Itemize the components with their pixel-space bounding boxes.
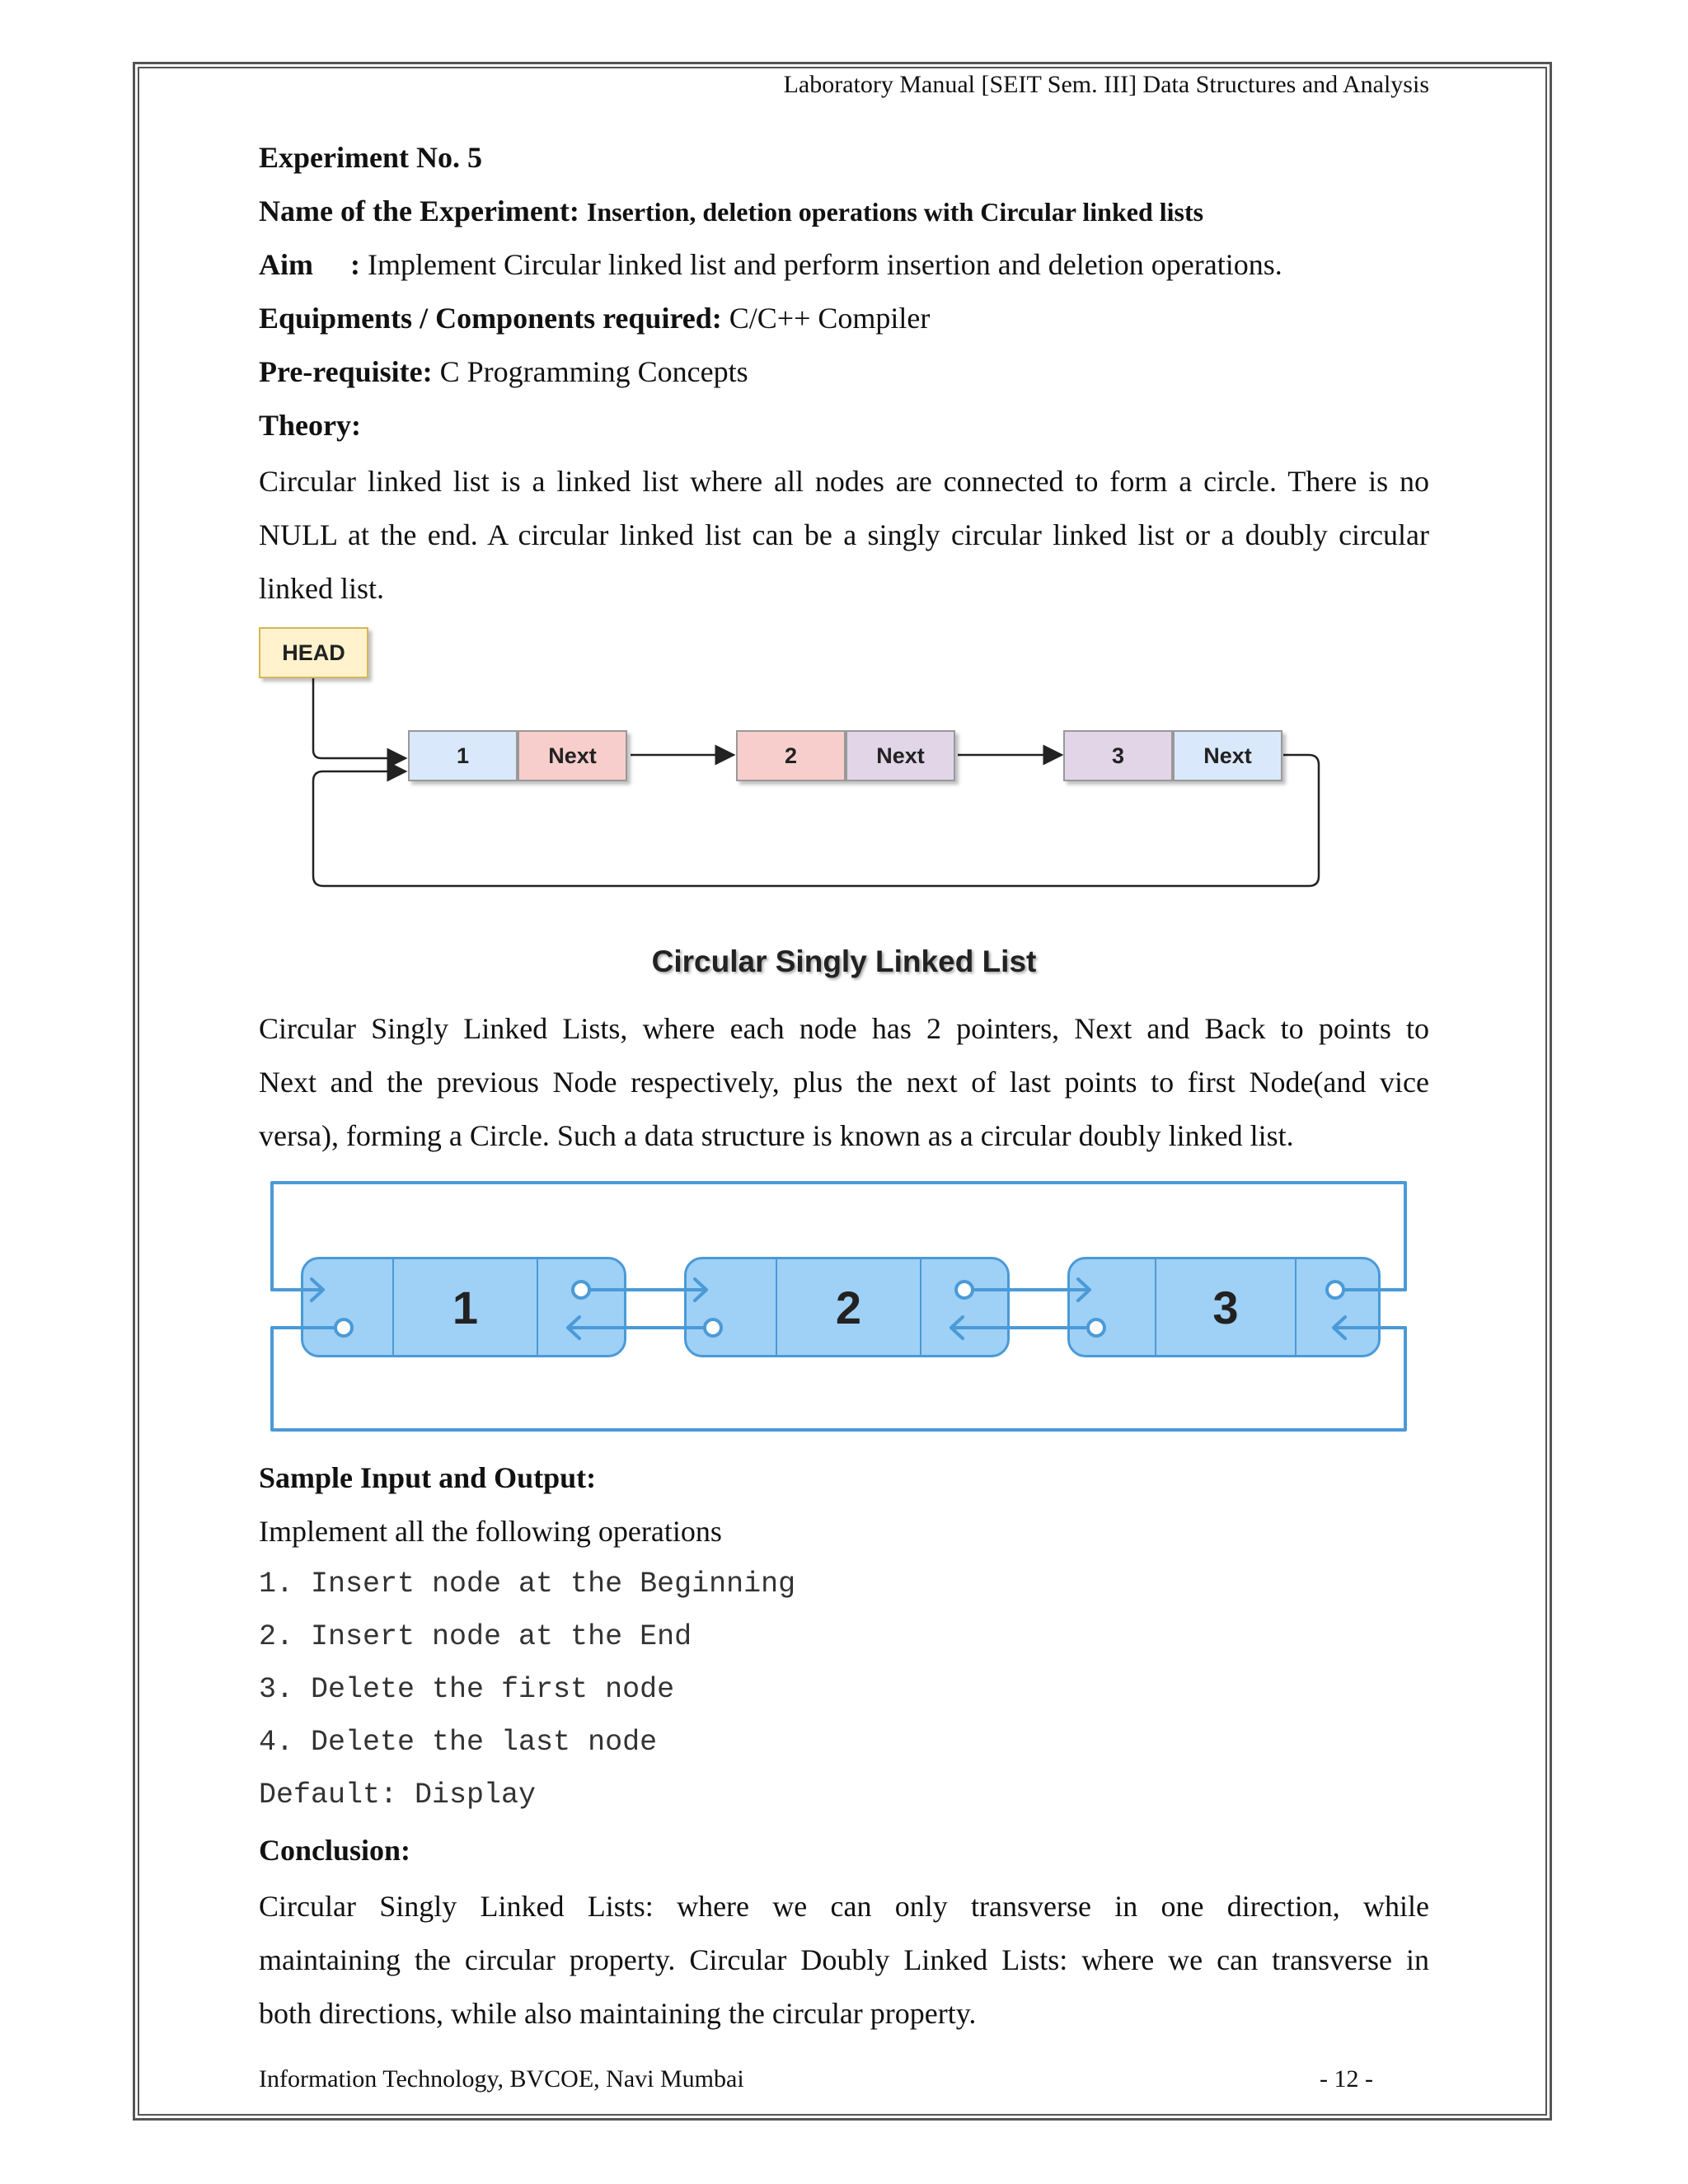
node-value-cell: 3 <box>1063 730 1173 781</box>
sample-heading: Sample Input and Output: <box>259 1461 597 1494</box>
node-next-cell: Next <box>518 730 627 781</box>
text-line: Next and the previous Node respectively, plus the next of last points to first Node(and vice <box>259 1066 1429 1099</box>
conclusion-paragraph <box>259 1880 1429 2041</box>
node-value-cell: 1 <box>408 730 518 781</box>
prerequisite-line <box>259 354 748 389</box>
node-value-cell: 2 <box>736 730 846 781</box>
theory-paragraph-2 <box>259 1002 1429 1163</box>
text-line: Circular Singly Linked Lists, where each node has 2 pointers, Next and Back to points to <box>259 1012 1429 1045</box>
equipment-value: C/C++ Compiler <box>729 302 931 335</box>
aim-label: Aim <box>259 248 313 281</box>
list-node-2 <box>736 730 955 781</box>
experiment-name-line <box>259 194 1203 228</box>
operation-item: 4. Delete the last node <box>259 1726 658 1759</box>
sample-intro: Implement all the following operations <box>259 1515 722 1548</box>
experiment-number: Experiment No. 5 <box>259 141 482 174</box>
equipment-label: Equipments / Components required: <box>259 302 722 335</box>
equipment-line <box>259 301 930 335</box>
experiment-name-value: Insertion, deletion operations with Circular linked lists <box>586 197 1204 227</box>
footer-institution: Information Technology, BVCOE, Navi Mumbai <box>259 2065 744 2093</box>
text-line: Circular linked list is a linked list where all nodes are connected to form a circle. There is no <box>259 465 1429 498</box>
prerequisite-value: C Programming Concepts <box>439 355 748 388</box>
text-line: NULL at the end. A circular linked list can be a singly circular linked list or a doubly circular <box>259 518 1429 551</box>
text-line: both directions, while also maintaining the circular property. <box>259 1997 977 2030</box>
aim-line <box>259 247 1282 282</box>
node-next-cell: Next <box>846 730 955 781</box>
circular-singly-linked-list-diagram <box>247 618 1335 898</box>
operation-item: 2. Insert node at the End <box>259 1620 692 1653</box>
list-node-3 <box>1063 730 1282 781</box>
node-next-cell: Next <box>1173 730 1282 781</box>
text-line: linked list. <box>259 572 384 605</box>
node-value-cell: 1 <box>394 1259 538 1355</box>
aim-value: Implement Circular linked list and perform insertion and deletion operations. <box>368 248 1282 281</box>
aim-separator: : <box>350 248 360 281</box>
text-line: Circular Singly Linked Lists: where we can only transverse in one direction, while <box>259 1890 1429 1923</box>
list-node-1 <box>408 730 627 781</box>
prerequisite-label: Pre-requisite: <box>259 355 433 388</box>
page-number: - 12 - <box>1320 2065 1373 2093</box>
experiment-name-label: Name of the Experiment: <box>259 194 579 227</box>
node-value-cell: 3 <box>1156 1259 1296 1355</box>
theory-heading: Theory: <box>259 409 361 442</box>
theory-paragraph-1 <box>259 455 1429 616</box>
operation-item: 3. Delete the first node <box>259 1673 675 1706</box>
head-pointer-box: HEAD <box>259 627 368 678</box>
node-value-cell: 2 <box>777 1259 921 1355</box>
singly-diagram-caption: Circular Singly Linked List <box>651 944 1037 978</box>
circular-doubly-linked-list-diagram <box>264 1174 1418 1438</box>
doubly-connectors-overlay <box>264 1174 1418 1438</box>
running-head: Laboratory Manual [SEIT Sem. III] Data Structures and Analysis <box>783 71 1429 98</box>
operation-item: 1. Insert node at the Beginning <box>259 1568 796 1601</box>
text-line: versa), forming a Circle. Such a data structure is known as a circular doubly linked list. <box>259 1119 1294 1152</box>
conclusion-heading: Conclusion: <box>259 1834 411 1867</box>
text-line: maintaining the circular property. Circular Doubly Linked Lists: where we can transverse in <box>259 1943 1429 1976</box>
operation-item: Default: Display <box>259 1779 537 1811</box>
